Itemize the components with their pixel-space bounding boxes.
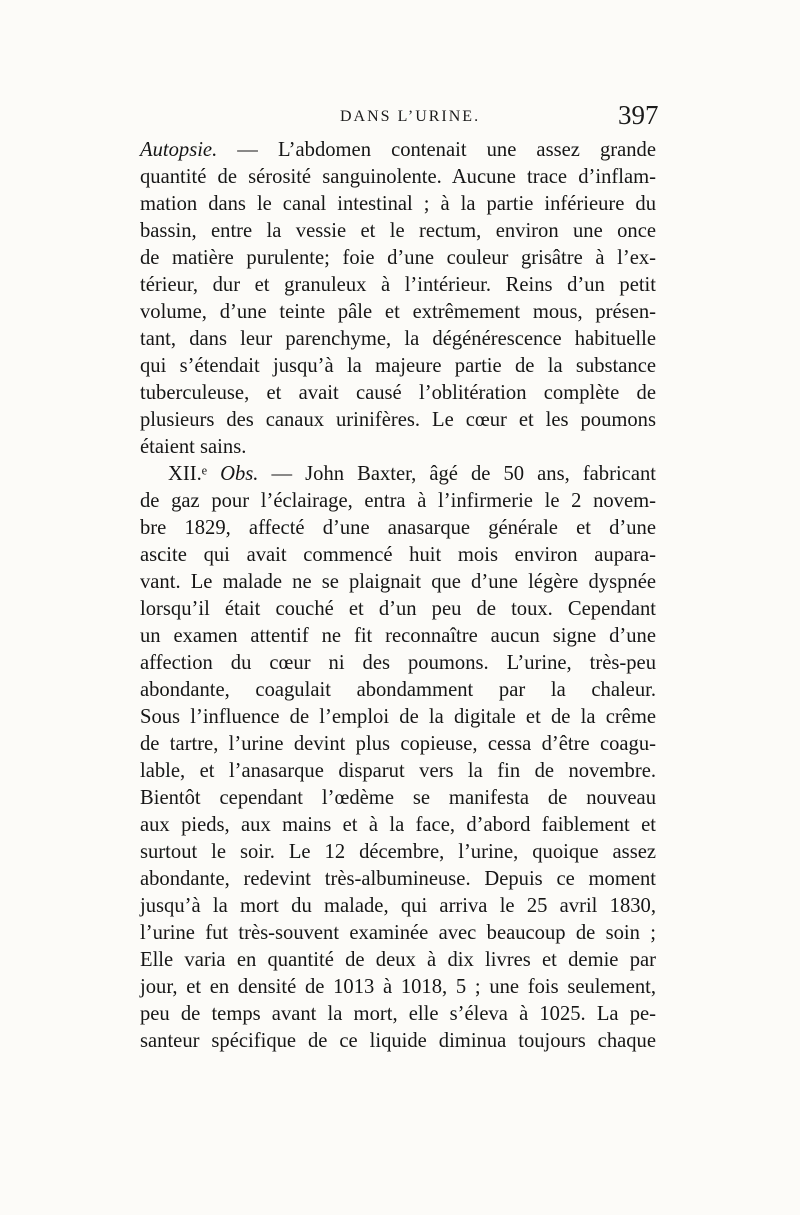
text-line: abondante, coagulait abondamment par la chaleur. [140, 679, 656, 701]
text-line: santeur spécifique de ce liquide diminua toujours chaque [140, 1030, 656, 1052]
text-line: de gaz pour l’éclairage, entra à l’infirmerie le 2 novem- [140, 490, 656, 512]
text-line: surtout le soir. Le 12 décembre, l’urine, quoique assez [140, 841, 656, 863]
text-line: XII.ᵉ Obs. — John Baxter, âgé de 50 ans, fabricant [168, 463, 656, 485]
text-line: bassin, entre la vessie et le rectum, environ une once [140, 220, 656, 242]
text-line: mation dans le canal intestinal ; à la partie inférieure du [140, 193, 656, 215]
text-line: jour, et en densité de 1013 à 1018, 5 ; une fois seulement, [140, 976, 656, 998]
text-line: peu de temps avant la mort, elle s’éleva à 1025. La pe- [140, 1003, 656, 1025]
text-line: lorsqu’il était couché et d’un peu de toux. Cependant [140, 598, 656, 620]
text-line: l’urine fut très-souvent examinée avec beaucoup de soin ; [140, 922, 656, 944]
text-line: ascite qui avait commencé huit mois environ aupara- [140, 544, 656, 566]
text-line: jusqu’à la mort du malade, qui arriva le 25 avril 1830, [140, 895, 656, 917]
text-line: volume, d’une teinte pâle et extrêmement mous, présen- [140, 301, 656, 323]
text-line: bre 1829, affecté d’une anasarque générale et d’une [140, 517, 656, 539]
text-line: aux pieds, aux mains et à la face, d’abord faiblement et [140, 814, 656, 836]
text-line: affection du cœur ni des poumons. L’urine, très-peu [140, 652, 656, 674]
text-line: tant, dans leur parenchyme, la dégénérescence habituelle [140, 328, 656, 350]
text-line: abondante, redevint très-albumineuse. Depuis ce moment [140, 868, 656, 890]
text-line: un examen attentif ne fit reconnaître aucun signe d’une [140, 625, 656, 647]
body-text [140, 137, 656, 1055]
text-line: vant. Le malade ne se plaignait que d’une légère dyspnée [140, 571, 656, 593]
running-head [0, 100, 800, 140]
text-line: plusieurs des canaux urinifères. Le cœur et les poumons [140, 409, 656, 431]
running-title: DANS L’URINE. [340, 108, 481, 125]
italic-term: Obs. [220, 463, 259, 485]
italic-term: Autopsie. [140, 139, 218, 161]
page-number: 397 [618, 100, 659, 130]
text-line: Elle varia en quantité de deux à dix livres et demie par [140, 949, 656, 971]
text-line: de matière purulente; foie d’une couleur grisâtre à l’ex- [140, 247, 656, 269]
text-line: Autopsie. — L’abdomen contenait une assez grande [140, 139, 656, 161]
text-line: qui s’étendait jusqu’à la majeure partie de la substance [140, 355, 656, 377]
text-line: quantité de sérosité sanguinolente. Aucune trace d’inflam- [140, 166, 656, 188]
text-line: Sous l’influence de l’emploi de la digitale et de la crême [140, 706, 656, 728]
text-line: lable, et l’anasarque disparut vers la fin de novembre. [140, 760, 656, 782]
text-line: de tartre, l’urine devint plus copieuse, cessa d’être coagu- [140, 733, 656, 755]
text-line: étaient sains. [140, 436, 247, 458]
text-line: térieur, dur et granuleux à l’intérieur. Reins d’un petit [140, 274, 656, 296]
text-line: tuberculeuse, et avait causé l’oblitération complète de [140, 382, 656, 404]
text-line: Bientôt cependant l’œdème se manifesta de nouveau [140, 787, 656, 809]
